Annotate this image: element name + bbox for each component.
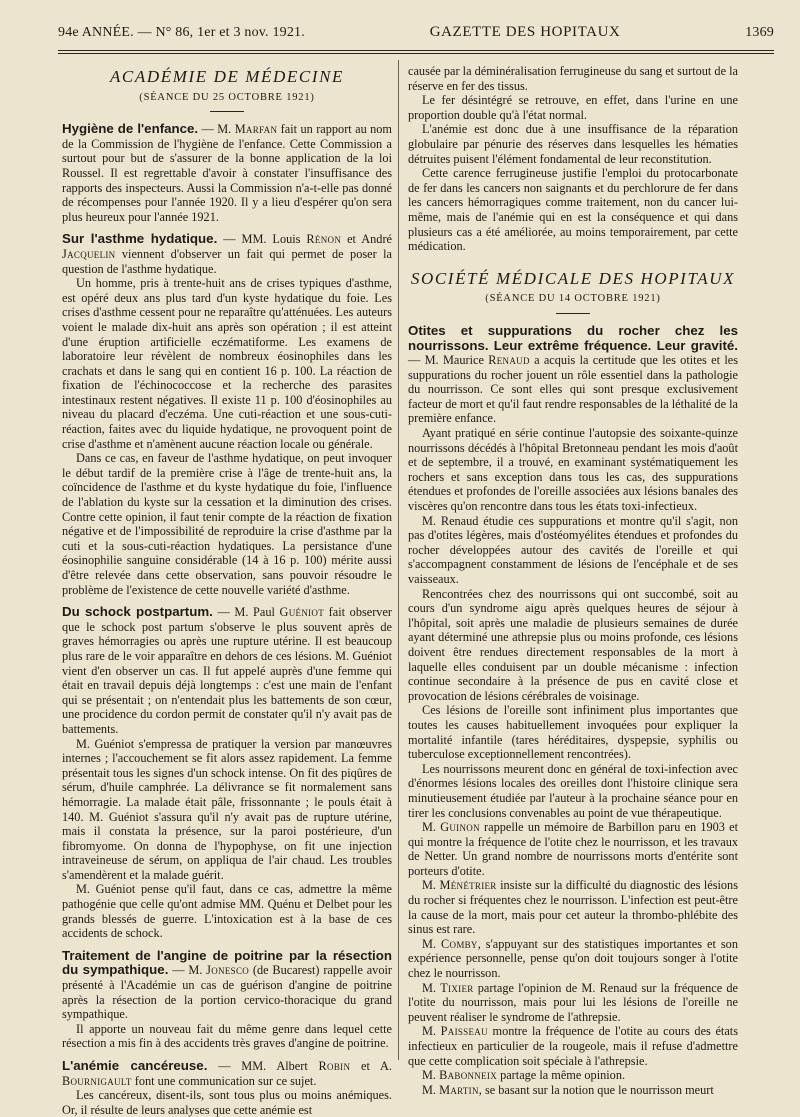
author-name: Martin bbox=[439, 1082, 479, 1097]
author-name: Marfan bbox=[234, 122, 278, 137]
paragraph: L'anémie est donc due à une insuffisance de la réparation globulaire par pénurie des réserves dans lesquelles les hématies détruites puisent l'élément fondamental de leur reconstitution. bbox=[408, 122, 738, 166]
column-divider bbox=[398, 60, 399, 1060]
paragraph: M. Guéniot pense qu'il faut, dans ce cas, admettre la même pathogénie que celle qu'ont admise MM. Quénu et Delbet pour les grands blessés de guerre. L'intoxication est à la base de ces accidents de schock. bbox=[62, 882, 392, 941]
author-name: Robin bbox=[318, 1059, 351, 1073]
section-title-societe: SOCIÉTÉ MÉDICALE DES HOPITAUX bbox=[410, 268, 736, 288]
paragraph-martin: M. Martin, se basant sur la notion que le nourrisson meurt bbox=[422, 1082, 714, 1097]
article-anemie: L'anémie cancéreuse. — MM. Albert Robin et A. Bournigault font une communication sur ce sujet. bbox=[62, 1058, 392, 1088]
article-heading: Otites et suppurations du rocher chez les nourrissons. Leur extrême fréquence. Leur gravité. bbox=[408, 322, 738, 353]
paragraph: Cette carence ferrugineuse justifie l'emploi du protocarbonate de fer dans les cancers non saignants et du perchlorure de fer dans les cancers hémorragiques comme traitement, non du cancer lui-même, mais de l'anémie qui en est la conséquence et qui dans plusieurs cas a été améliorée, au moins temporairement, par cette médication. bbox=[408, 166, 738, 254]
author-name: Guéniot bbox=[279, 605, 325, 620]
article-schock: Du schock postpartum. — M. Paul Guéniot fait observer que le schock post partum s'observe le plus souvent après de graves hémorragies ou après une rupture utérine. Il est beaucoup plus rare de le voir apparaître en dehors de ces lésions. M. Guéniot vient d'en observer un cas. Il fut appelé auprès d'une femme qui était en travail depuis déjà longtemps : c'est une main de l'enfant qui se présentait ; on n'entendait plus les battements de son cœur, une procidence du cordon permit de constater qu'il n'y avait pas de battements. bbox=[62, 604, 393, 736]
author-name: Rénon bbox=[306, 232, 342, 247]
header-rule-bottom bbox=[58, 53, 774, 54]
paragraph: M. Renaud étudie ces suppurations et montre qu'il s'agit, non pas d'otites légères, mais d'ostéomyélites étendues et profondes du rocher développées autour des cavités de l'oreille et qui s'accompagnent constamment de lésions de l'encéphale et de ses vaisseaux. bbox=[408, 513, 738, 586]
author-name: Jonesco bbox=[206, 963, 250, 978]
author-name: Paisseau bbox=[440, 1024, 488, 1039]
paragraph: Les cancéreux, disent-ils, sont tous plus ou moins anémiques. Or, il résulte de leurs analyses que cette anémie est bbox=[62, 1088, 392, 1117]
paragraph: M. Guéniot s'empressa de pratiquer la version par manœuvres internes ; l'accouchement se fit alors assez rapidement. La femme présentait tous les signes d'un schock intense. On fit des piqûres de sérum, d'huile camphrée. La délivrance se fit normalement sans hémorragie. La malade était pâle, frissonnante ; le pouls était à 140. M. Guéniot s'assura qu'il n'y avait pas de rupture utérine, mais il constata la présence, sur la paroi postérieure, d'un fibromyome. On donna de l'hypophyse, on fit une injection intraveineuse de sérum, on appliqua de l'air chaud. Les troubles s'amendèrent et la malade guérit. bbox=[62, 736, 392, 882]
paragraph-guinon: M. Guinon rappelle un mémoire de Barbillon paru en 1903 et qui montre la fréquence de l'otite chez le nourrisson, et les travaux de Netter. Un grand nombre de nourrissons morts d'entérite sont porteurs d'otite. bbox=[408, 820, 738, 878]
author-name: Jacquelin bbox=[62, 246, 116, 261]
issue-line: 94e ANNÉE. — N° 86, 1er et 3 nov. 1921. bbox=[58, 25, 305, 40]
article-heading: Traitement de l'angine de poitrine par la résection du sympathique. bbox=[62, 947, 392, 978]
article-heading: L'anémie cancéreuse. bbox=[62, 1058, 208, 1073]
paragraph: Le fer désintégré se retrouve, en effet, dans l'urine en une proportion double qu'à l'état normal. bbox=[408, 93, 738, 122]
paragraph: Les nourrissons meurent donc en général de toxi-infection avec d'énormes lésions locales des oreilles dont l'histoire clinique sera minutieusement étudiée par l'auteur à la prochaine séance pour en tirer les conclusions convenables au point de vue thérapeutique. bbox=[408, 761, 738, 820]
paragraph: Un homme, pris à trente-huit ans de crises typiques d'asthme, est opéré deux ans plus tard d'un kyste hydatique du foie. Les crises d'asthme cessent pour ne reparaître qu'atténuées. Les auteurs voient le malade dix-huit ans après son opération ; il est atteint d'une éruption artificielle eczématiforme. Les examens de laboratoire leur révèlent de nombreux éosinophiles dans les crachats et dans le sang qui en contient 16 p. 100. La réaction de fixation de l'échinococcose et la recherche des parasites intestinaux restent négatives. Il existe 11 p. 100 d'éosinophiles au niveau du placard d'eczéma. Une cuti-réaction et une sous-cuti-réaction, faites avec du liquide hydatique, ne provoquent point de crise d'asthme et n'amènent aucune réaction locale ou générale. bbox=[62, 276, 392, 451]
paragraph: Ces lésions de l'oreille sont infiniment plus importantes que toutes les causes habituellement invoquées pour expliquer la mortalité infantile (tares héréditaires, dyspepsie, syphilis ou tuberculose exceptionnellement rencontrées). bbox=[408, 703, 738, 762]
author-name: Ménétrier bbox=[439, 878, 497, 893]
left-column bbox=[62, 64, 392, 1117]
paragraph-menetrier: M. Ménétrier insiste sur la difficulté du diagnostic des lésions du rocher si fréquentes chez le nourrisson. L'infection est peut-être la cause de la mort, mais pour cet auteur la thrombo-phlébite des sinus est rare. bbox=[408, 878, 738, 937]
section-rule bbox=[556, 313, 590, 314]
article-asthme: Sur l'asthme hydatique. — MM. Louis Rénon et André Jacquelin viennent d'observer un fait qui permet de poser la question de l'asthme hydatique. bbox=[62, 231, 393, 276]
paragraph: Il apporte un nouveau fait du même genre dans lequel cette résection a mis fin à des accidents très graves d'angine de poitrine. bbox=[62, 1021, 392, 1051]
author-name: Guinon bbox=[440, 820, 480, 835]
article-angine: Traitement de l'angine de poitrine par la résection du sympathique. — M. Jonesco (de Bucarest) rappelle avoir présenté à l'Académie un cas de guérison d'angine de poitrine après la résection de la portion cervico-thoracique du grand sympathique. bbox=[62, 947, 392, 1022]
author-name: Babonneix bbox=[439, 1068, 497, 1083]
paragraph: Rencontrées chez des nourrissons qui ont succombé, soit au cours d'un syndrome aigu après quelques heures de séjour à l'hôpital, soit après une maladie de plusieurs semaines de durée ayant déterminé une athrepsie plus ou moins profonde, ces lésions doivent être rendues directement responsables de la mort à laquelle elles conduisent par un double mécanisme : infection continue secondaire à la présence de pus en cavité close et provocation de lésions cérébrales de voisinage. bbox=[408, 586, 738, 703]
seance-date: (SÉANCE DU 14 OCTOBRE 1921) bbox=[485, 293, 661, 305]
seance-date: (SÉANCE DU 25 OCTOBRE 1921) bbox=[139, 91, 315, 103]
running-head bbox=[58, 24, 774, 50]
article-heading: Sur l'asthme hydatique. bbox=[62, 231, 218, 247]
author-name: Comby bbox=[441, 936, 478, 951]
article-hygiene: Hygiène de l'enfance. — M. Marfan fait un rapport au nom de la Commission de l'hygiène de l'enfance. Cette Commission a surtout pour but de s'assurer de la bonne application de la loi Roussel. Il est regrettable d'avoir à constater l'insuffisance des rapports des inspecteurs. Aussi la Commission n'a-t-elle pas donné de récompenses pour l'année 1920. Il y a lieu d'espérer qu'on sera plus heureux pour l'année 1921. bbox=[62, 121, 393, 224]
section-rule bbox=[210, 111, 244, 112]
journal-title: GAZETTE DES HOPITAUX bbox=[429, 24, 621, 40]
page-number: 1369 bbox=[745, 25, 774, 40]
article-heading: Du schock postpartum. bbox=[62, 604, 213, 620]
author-name: Renaud bbox=[488, 353, 530, 368]
paragraph-babonneix: M. Babonneix partage la même opinion. bbox=[422, 1068, 626, 1083]
header-rule-top bbox=[58, 50, 774, 51]
paragraph-comby: M. Comby, s'appuyant sur des statistiques importantes et son expérience personnelle, pense qu'on doit toujours songer à l'otite chez le nourrisson. bbox=[408, 936, 738, 981]
right-column bbox=[408, 64, 738, 1097]
paragraph: Dans ce cas, en faveur de l'asthme hydatique, on peut invoquer le début tardif de la première crise à l'âge de trente-huit ans, la coïncidence de l'asthme et du kyste hydatique du foie, l'influence de l'ablation du kyste sur la cessation et la diminution des crises. Contre cette opinion, il faut tenir compte de la réaction de fixation négative et de l'impossibilité de reproduire la crise d'asthme par la cuti et la sous-cuti-réaction hydatiques. La persistance d'une éosinophilie sanguine considérable (14 à 16 p. 100) mérite aussi d'être relevée dans cette observation, sans pouvoir résoudre le problème de l'existence de cette nouvelle variété d'asthme. bbox=[62, 451, 392, 597]
author-name: Tixier bbox=[440, 980, 474, 995]
paragraph: causée par la déminéralisation ferrugineuse du sang et surtout de la réserve en fer des tissus. bbox=[408, 64, 738, 93]
article-otites: Otites et suppurations du rocher chez les nourrissons. Leur extrême fréquence. Leur gravité. — M. Maurice Renaud a acquis la certitude que les otites et les suppurations du rocher jouent un rôle essentiel dans la pathologie du nourrisson. Ce sont elles qui sont presque exclusivement facteur de mort et qu'il faut rendre responsables de la léthalité de la première enfance. bbox=[408, 322, 738, 426]
paragraph-paisseau: M. Paisseau montre la fréquence de l'otite au cours des états infectieux en particulier de la rougeole, mais il refuse d'admettre que cette complication soit spéciale à l'athrepsie. bbox=[408, 1024, 738, 1068]
article-heading: Hygiène de l'enfance. bbox=[62, 121, 199, 137]
author-name: Bournigault bbox=[62, 1073, 132, 1088]
paragraph-tixier: M. Tixier partage l'opinion de M. Renaud sur la fréquence de l'otite du nourrisson, mais pour lui les lésions de l'oreille ne peuvent réaliser le syndrome de l'athrepsie. bbox=[408, 980, 738, 1024]
section-title-academie: ACADÉMIE DE MÉDECINE bbox=[109, 67, 345, 86]
paragraph: Ayant pratiqué en série continue l'autopsie des soixante-quinze nourrissons décédés à l'hôpital Bretonneau pendant les mois d'août et de septembre, il a trouvé, en examinant systématiquement les rochers et sans exception dans tous les cas, des suppurations étendues et profondes de l'oreille associées aux lésions banales des viscères qu'on rencontre dans tous les états toxi-infectieux. bbox=[408, 426, 738, 514]
